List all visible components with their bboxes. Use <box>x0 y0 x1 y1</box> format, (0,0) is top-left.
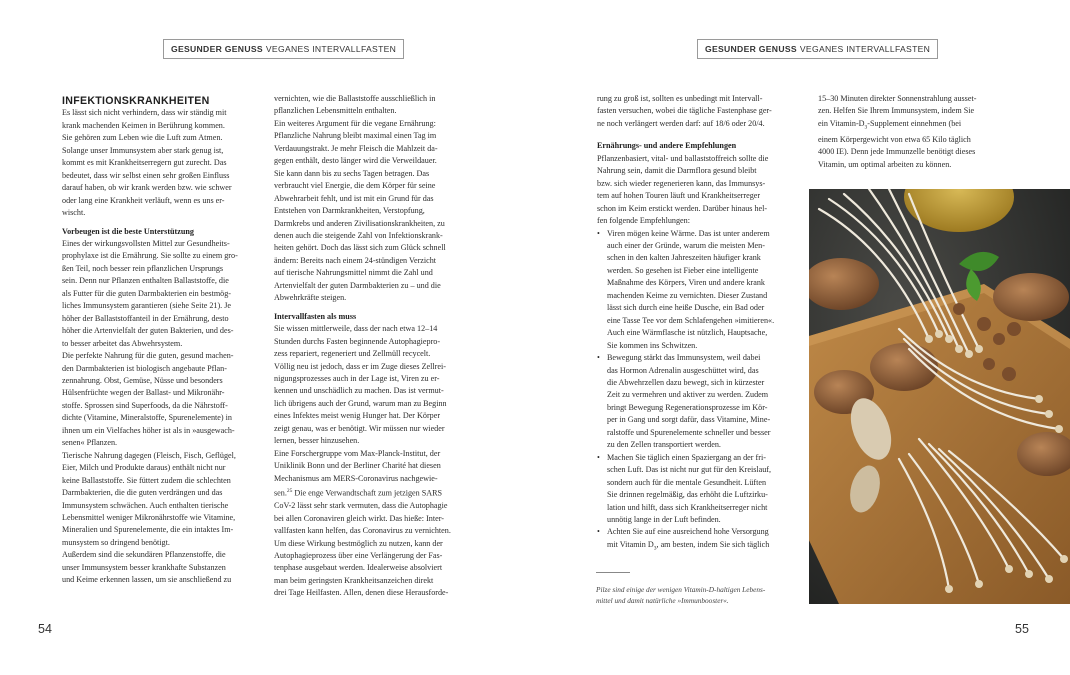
text-line: Auch eine Wärmflasche ist nützlich, Hauptsache, <box>607 328 768 338</box>
text-line: to besser arbeitet das Abwehrsystem. <box>62 338 183 348</box>
text-line: auch einer der Gründe, warum die meisten Men- <box>607 240 765 250</box>
text-line: ihnen um ein Vielfaches höher ist als in »ausgewach- <box>62 425 235 435</box>
text-line: zess repariert, regeneriert und Zellmüll recycelt. <box>274 349 431 359</box>
text-fragment: -Supplement einnehmen (bei <box>867 118 962 128</box>
mushroom-photo <box>809 189 1070 604</box>
subheading-vorbeugen: Vorbeugen ist die beste Unterstützung <box>62 226 194 236</box>
column-2 <box>274 93 474 600</box>
text-line: 4000 IE). Denn jede Immunzelle benötigt dieses <box>818 147 976 157</box>
text-line: • Machen Sie täglich einen Spaziergang an der fri- <box>607 452 766 462</box>
mushroom-illustration <box>809 189 1070 604</box>
section-heading-infektionskrankheiten: INFEKTIONSKRANKHEITEN <box>62 95 210 107</box>
text-line: Abwehrarbeit fehlt, und ist mit ein Grund für das <box>274 193 434 203</box>
text-line: dichte (Vitamine, Mineralstoffe, Spurenelemente) in <box>62 413 232 423</box>
text-fragment: ein Vitamin-D <box>818 118 865 128</box>
text-fragment: , am besten, indem Sie sich täglich <box>656 539 770 549</box>
text-line: ßen Teil, noch besser rein pflanzlichen Ursprungs <box>62 263 224 273</box>
text-line: Eine Forschergruppe vom Max-Planck-Institut, der <box>274 448 441 458</box>
col2-paragraph-1 <box>274 93 474 305</box>
text-line: Sie kommen ins Schwitzen. <box>607 340 698 350</box>
text-line: vernichten, wie die Ballaststoffe ausschließlich in <box>274 94 436 103</box>
text-line: Die perfekte Nahrung für die guten, gesund machen- <box>62 351 234 361</box>
text-line: • Viren mögen keine Wärme. Das ist unter anderem <box>607 228 770 238</box>
text-line: darauf haben, ob wir krank werden bzw. wie schwer <box>62 183 232 193</box>
text-line: das Hormon Adrenalin ausgeschüttet wird, das <box>607 365 759 375</box>
subscript: 3 <box>864 124 868 131</box>
text-line: Sie drinnen regelmäßig, das erhöht die Luftzirku- <box>607 490 768 500</box>
text-line: als Futter für die guten Darmbakterien ein bestmög- <box>62 288 231 298</box>
text-line: Eines der wirkungsvollsten Mittel zur Gesundheits- <box>62 238 230 248</box>
text-line: oder lang eine Krankheit verläuft, wenn es uns er- <box>62 195 225 205</box>
col1-paragraph-1 <box>62 107 262 219</box>
text-line: sondern auch für die mentale Gesundheit. Lüften <box>607 477 767 487</box>
text-line: Außerdem sind die sekundären Pflanzenstoffe, die <box>62 550 226 560</box>
text-line: unser Immunsystem besser krankhafte Substanzen <box>62 562 226 572</box>
text-line: schon im Keim erstickt werden. Darüber hinaus hel- <box>597 203 768 213</box>
text-line: bedeutet, dass wir selbst einen sehr großen Einfluss <box>62 170 230 180</box>
text-line: • Bewegung stärkt das Immunsystem, weil dabei <box>607 353 761 363</box>
text-line: höher der Ballaststoffanteil in der Ernährung, desto <box>62 313 229 323</box>
photo-caption <box>596 584 796 606</box>
text-line: Tierische Nahrung dagegen (Fleisch, Fisch, Geflügel, <box>62 450 236 460</box>
text-line: die Abwehrzellen dazu bewegt, sich in kürzester <box>607 377 765 387</box>
text-line: per in Gang und sorgt dafür, dass Vitamine, Mine- <box>607 415 771 425</box>
text-line: werden. So gesehen ist Fieber eine intelligente <box>607 265 759 275</box>
text-line: Sie kann dann bis zu sechs Tagen betragen. Das <box>274 168 430 178</box>
subscript: 3 <box>653 545 657 552</box>
text-line: Vitamin, um optimal arbeiten zu können. <box>818 159 952 169</box>
text-line: auf tierische Nahrungsmittel nimmt die Zahl und <box>274 268 433 278</box>
text-line: • Achten Sie auf eine ausreichend hohe Versorgung <box>607 527 769 537</box>
text-line: senen« Pflanzen. <box>62 438 118 448</box>
text-line: Nahrung sein, damit die Darmflora gesund bleibt <box>597 166 757 176</box>
col3-paragraph-2 <box>597 153 797 228</box>
text-line: ändern: Bereits nach einem 24-stündigen Verzicht <box>274 255 437 265</box>
text-line: Lebensmittel weniger Mikronährstoffe wie Vitamine, <box>62 512 236 522</box>
caption-rule <box>596 572 630 573</box>
text-line: Stunden durchs Fasten beginnende Autophagiepro- <box>274 336 441 346</box>
text-line: tem auf hohen Touren läuft und Krankheitserreger <box>597 191 761 201</box>
text-line: wischt. <box>62 208 86 218</box>
text-line: Maßnahme des Körpers, Viren und andere krank <box>607 278 765 288</box>
text-line: verbraucht viel Energie, die dem Körper für seine <box>274 181 436 191</box>
list-item-bewegung <box>597 352 797 452</box>
text-line: Mineralien und Spurenelemente, die ein intaktes Im- <box>62 525 234 535</box>
text-line: bei allen Coronaviren gleich wirkt. Das hieße: Inter- <box>274 513 444 523</box>
text-line: Sie gehören zum Leben wie die Luft zum Atmen. <box>62 133 223 143</box>
text-line: vallfasten kann helfen, das Coronavirus zu vernichten. <box>274 526 451 536</box>
text-line: man beim geringsten Krankheitsanzeichen direkt <box>274 575 434 585</box>
subheading-intervallfasten: Intervallfasten als muss <box>274 311 357 321</box>
column-1 <box>62 95 262 587</box>
text-line: prophylaxe ist die Ernährung. Sie sollte zu einem gro- <box>62 251 238 261</box>
text-line: ralstoffe und Spurenelemente schneller und besser <box>607 427 771 437</box>
page-number-left: 54 <box>38 622 52 636</box>
text-line: Abwehrkräfte steigen. <box>274 293 347 303</box>
text-line: Solange unser Immunsystem aber stark genug ist, <box>62 145 224 155</box>
text-line: sein. Denn nur Pflanzen enthalten Ballaststoffe, die <box>62 276 229 286</box>
subheading-empfehlungen: Ernährungs- und andere Empfehlungen <box>597 141 737 151</box>
text-line: Immunsystem schwächen. Auch enthalten tierische <box>62 500 229 510</box>
text-line: keine Ballaststoffe. Sie füttert zudem die schlechten <box>62 475 231 485</box>
text-line: kommt es mit Krankheitserregern gut zurecht. Das <box>62 158 227 168</box>
text-line: zu den Zellen transportiert werden. <box>607 440 721 450</box>
text-line: bzw. sich wieder regenerieren kann, das Immunsys- <box>597 178 766 188</box>
text-line: Artenvielfalt der guten Darmbakterien zu – und die <box>274 280 441 290</box>
text-line: bringt Bewegung Regenerationsprozesse im Kör- <box>607 402 768 412</box>
text-line: Zeit zu vermehren und aktiver zu werden. Zudem <box>607 390 769 400</box>
text-line: Eier, Milch und Produkte daraus) enthält nicht nur <box>62 463 226 473</box>
text-line: Völlig neu ist jedoch, dass er im Zuge dieses Zellrei- <box>274 361 446 371</box>
text-line: munsystem so dringend benötigt. <box>62 537 170 547</box>
text-line: lässt sich durch eine heiße Dusche, ein Bad oder <box>607 303 765 313</box>
list-item-spaziergang <box>597 452 797 527</box>
text-line-with-subscript <box>607 539 797 555</box>
text-line: tenphase ausgebaut werden. Idealerweise absolviert <box>274 563 443 573</box>
text-line: schen Luft. Das ist nicht nur gut für den Kreislauf, <box>607 465 772 475</box>
text-line: eine Tasse Tee vor dem Schlafengehen »imitieren«. <box>607 315 775 325</box>
text-line: lich übrigens auch der Grund, warum man zu Beginn <box>274 398 447 408</box>
text-line: eines Infektes meist wenig Hunger hat. Der Körper <box>274 411 441 421</box>
text-line: den Darmbakterien ist biologisch angebaute Pflan- <box>62 363 227 373</box>
text-line: Autophagieprozess über eine Verlängerung der Fas- <box>274 551 443 561</box>
text-line: zen. Helfen Sie Ihrem Immunsystem, indem Sie <box>818 106 975 116</box>
header-right-bold: GESUNDER GENUSS <box>705 44 797 54</box>
col2-paragraph-2 <box>274 323 474 600</box>
text-line-with-subscript <box>818 118 1018 134</box>
text-line: stoffe. Sprossen sind Superfoods, da die Nährstoff- <box>62 400 228 410</box>
text-line: krank machenden Keimen in Berührung kommen. <box>62 120 225 130</box>
column-4 <box>818 93 1018 171</box>
text-line: Darmkrebs und anderen Zivilisationskrankheiten, zu <box>274 218 445 228</box>
text-line: ne noch verlängert werden darf: auf 18/6 oder 20/4. <box>597 118 765 128</box>
text-fragment: mit Vitamin D <box>607 539 654 549</box>
text-line: fen folgende Empfehlungen: <box>597 216 690 226</box>
caption-line: Pilze sind einige der wenigen Vitamin-D-haltigen Lebens- <box>596 585 766 594</box>
text-line: rung zu groß ist, sollten es unbedingt mit Intervall- <box>597 94 763 103</box>
text-line: machenden Keime zu vernichten. Dieser Zustand <box>607 290 768 300</box>
text-line: schen in den kalten Jahreszeiten häufiger krank <box>607 253 761 263</box>
text-line: denen auch die steigende Zahl von Infektionskrank- <box>274 230 443 240</box>
text-line: fasten versuchen, wobei die tägliche Fastenphase ger- <box>597 106 772 116</box>
text-line: 15–30 Minuten direkter Sonnenstrahlung ausset- <box>818 94 977 103</box>
text-line: zennahrung. Obst, Gemüse, Nüsse und besonders <box>62 375 223 385</box>
text-line: zeigt genau, was er benötigt. Wir müssen nur wieder <box>274 423 445 433</box>
text-line: Darmbakterien, die die guten verdrängen und das <box>62 488 223 498</box>
text-line: Sie wissen mittlerweile, dass der nach etwa 12–14 <box>274 324 438 334</box>
header-left-rest: VEGANES INTERVALLFASTEN <box>265 44 397 54</box>
text-line: gegen enthält, desto länger wird die Verweildauer. <box>274 156 437 166</box>
text-line: und Keime erkennen lassen, um sie anschließend zu <box>62 575 232 585</box>
text-line: höher die Artenvielfalt der guten Bakterien, und des- <box>62 326 234 336</box>
text-line: Mechanismus am MERS-Coronavirus nachgewie- <box>274 473 438 483</box>
running-header-right <box>697 39 938 59</box>
text-line: einem Körpergewicht von etwa 65 Kilo täglich <box>818 134 971 144</box>
text-line: CoV-2 lässt sehr stark vermuten, dass die Autophagie <box>274 501 448 511</box>
text-line: Um diese Wirkung bestmöglich zu nutzen, kann der <box>274 538 443 548</box>
text-line: Entstehen von Darmkrankheiten, Verstopfung, <box>274 206 425 216</box>
text-line: lation und hilft, dass sich Krankheitserreger nicht <box>607 502 768 512</box>
text-line: liches Immunsystem garantieren (siehe Seite 21). Je <box>62 301 231 311</box>
text-line: Pflanzenbasiert, vital- und ballaststoffreich sollte die <box>597 153 769 163</box>
text-line: nigungsprozesses auch in der Lage ist, Viren zu er- <box>274 373 440 383</box>
text-line: unnötig lange in der Luft befinden. <box>607 514 721 524</box>
text-line: heiten gehört. Doch das lässt sich zum Glück schnell <box>274 243 446 253</box>
footnote-marker[interactable]: 25 <box>286 488 293 495</box>
caption-line: mittel und damit natürliche »Immunbooster«. <box>596 596 729 605</box>
text-line: Hülsenfrüchte wegen der Ballast- und Mikronähr- <box>62 388 225 398</box>
list-item-waerme <box>597 228 797 353</box>
text-fragment: Die enge Verwandtschaft zum jetzigen SARS <box>292 488 443 498</box>
text-line: Uniklinik Bonn und der Berliner Charité hat diesen <box>274 461 441 471</box>
text-line: Ein weiteres Argument für die vegane Ernährung: <box>274 118 436 128</box>
text-line: drei Tage Heilfasten. Allen, denen diese Herausforde- <box>274 588 449 598</box>
page-number-right: 55 <box>1015 622 1029 636</box>
header-right-rest: VEGANES INTERVALLFASTEN <box>799 44 931 54</box>
header-left-bold: GESUNDER GENUSS <box>171 44 263 54</box>
recommendations-list <box>597 228 797 555</box>
text-line: Es lässt sich nicht verhindern, dass wir ständig mit <box>62 108 227 118</box>
running-header-left <box>163 39 404 59</box>
text-line: Verdauungstrakt. Je mehr Fleisch die Mahlzeit da- <box>274 143 438 153</box>
list-item-vitamin-d <box>597 526 797 555</box>
text-line-with-footnote <box>274 485 474 500</box>
col1-paragraph-2 <box>62 238 262 587</box>
text-fragment: sen. <box>274 488 287 498</box>
text-line: kennen und unschädlich zu machen. Das ist vermut- <box>274 386 444 396</box>
text-line: pflanzlichen Lebensmitteln enthalten. <box>274 106 397 116</box>
text-line: lernen, besser hinzusehen. <box>274 436 360 446</box>
text-line: Pflanzliche Nahrung bleibt maximal einen Tag im <box>274 131 437 141</box>
column-3 <box>597 93 797 555</box>
col3-paragraph-1 <box>597 93 797 130</box>
